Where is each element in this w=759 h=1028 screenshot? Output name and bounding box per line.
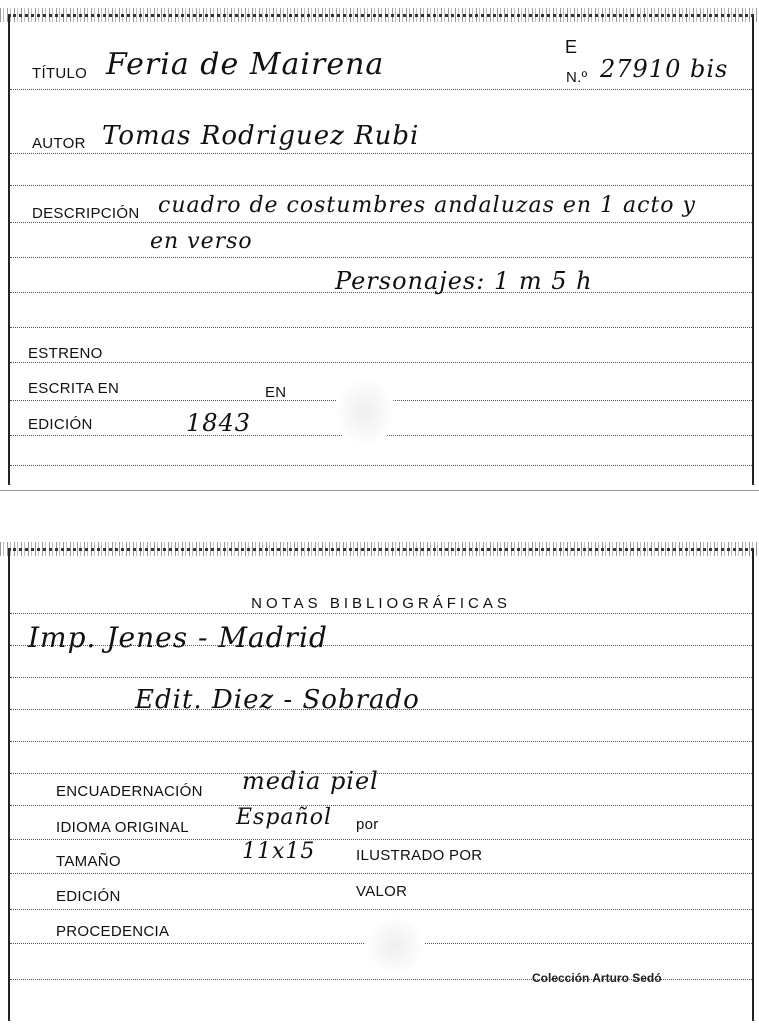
descripcion-label: DESCRIPCIÓN: [32, 205, 140, 222]
idioma-label: IDIOMA ORIGINAL: [56, 819, 189, 836]
estreno-label: ESTRENO: [28, 345, 103, 362]
card-divider: [0, 490, 759, 491]
number-prefix: E: [565, 37, 578, 57]
rule-line: [10, 773, 752, 774]
tamano-label: TAMAÑO: [56, 853, 121, 870]
rule-line: [10, 185, 752, 186]
rule-line: [10, 465, 752, 466]
autor-value: Tomas Rodriguez Rubi: [102, 121, 420, 151]
smudge: [365, 916, 425, 976]
valor-label: VALOR: [356, 883, 408, 900]
note-line-1: Imp. Jenes - Madrid: [28, 621, 328, 654]
escrita-en-label: ESCRITA EN: [28, 380, 120, 397]
rule-line: [10, 909, 752, 910]
number-value: 27910 bis: [600, 55, 729, 83]
en-label: EN: [265, 384, 287, 401]
tamano-value: 11x15: [242, 839, 316, 864]
rule-line: [10, 222, 752, 223]
rule-line: [10, 153, 752, 154]
rule-line: [10, 613, 752, 614]
rule-line: [10, 89, 752, 90]
rule-line: [10, 741, 752, 742]
rule-line: [10, 362, 752, 363]
idioma-value: Español: [236, 805, 332, 830]
number-label: N.º: [566, 69, 588, 86]
smudge: [335, 377, 395, 447]
descripcion-line-2: en verso: [150, 229, 253, 254]
collection-stamp: Colección Arturo Sedó: [532, 971, 662, 985]
notas-heading: NOTAS BIBLIOGRÁFICAS: [251, 595, 511, 612]
titulo-label: TÍTULO: [32, 65, 88, 82]
rule-line: [10, 677, 752, 678]
encuadernacion-label: ENCUADERNACIÓN: [56, 783, 203, 800]
procedencia-label: PROCEDENCIA: [56, 923, 170, 940]
rule-line: [10, 839, 752, 840]
edicion-value: 1843: [186, 409, 252, 437]
catalog-card-front: [8, 14, 754, 485]
rule-line: [10, 873, 752, 874]
ilustrado-label: ILUSTRADO POR: [356, 847, 483, 864]
por-label: por: [356, 816, 379, 833]
titulo-value: Feria de Mairena: [106, 47, 385, 82]
note-line-2: Edit. Diez - Sobrado: [135, 685, 420, 715]
encuadernacion-value: media piel: [242, 767, 379, 795]
rule-line: [10, 327, 752, 328]
edicion-label: EDICIÓN: [56, 888, 121, 905]
personajes-note: Personajes: 1 m 5 h: [335, 267, 593, 295]
rule-line: [10, 257, 752, 258]
catalog-card-back: [8, 548, 754, 1021]
autor-label: AUTOR: [32, 135, 86, 152]
descripcion-line-1: cuadro de costumbres andaluzas en 1 acto y: [158, 193, 696, 218]
edicion-label: EDICIÓN: [28, 416, 93, 433]
rule-line: [10, 805, 752, 806]
